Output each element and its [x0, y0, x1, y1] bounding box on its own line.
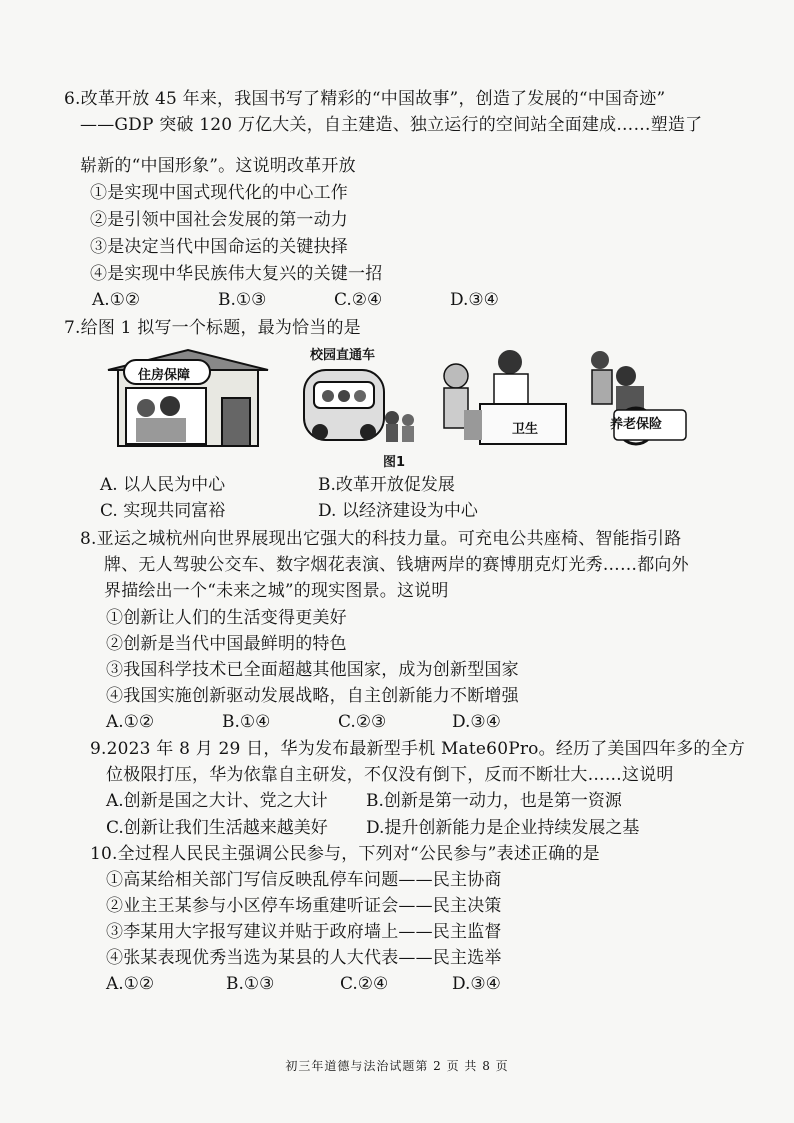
- figure-panel-school-bus: [292, 348, 424, 448]
- q7-option-d: D. 以经济建设为中心: [318, 501, 478, 521]
- figure-panel-housing: [104, 348, 272, 448]
- q9-option-d: D.提升创新能力是企业持续发展之基: [366, 818, 640, 838]
- q10-option-a: A.①②: [106, 974, 155, 994]
- q10-option-c: C.②④: [340, 974, 389, 994]
- panel-label-school-bus: 校园直通车: [310, 348, 376, 363]
- q8-option-b: B.①④: [222, 712, 271, 732]
- q9-stem-line-1: 9.2023 年 8 月 29 日，华为发布最新型手机 Mate60Pro。经历了美国四年多的全方: [90, 739, 746, 759]
- q10-option-d: D.③④: [452, 974, 501, 994]
- q8-option-a: A.①②: [106, 712, 155, 732]
- school-bus-illustration: [292, 348, 424, 448]
- q6-option-a: A.①②: [92, 290, 141, 310]
- figure-panel-health: [436, 348, 568, 448]
- wheelchair-illustration: [584, 348, 692, 448]
- q7-option-b: B.改革开放促发展: [318, 475, 455, 495]
- q8-item-2: ②创新是当代中国最鲜明的特色: [106, 634, 347, 654]
- q6-option-d: D.③④: [450, 290, 499, 310]
- q7-option-c: C. 实现共同富裕: [100, 501, 226, 521]
- page-footer: 初三年道德与法治试题第 2 页 共 8 页: [285, 1059, 509, 1073]
- figure-panel-pension: [584, 348, 692, 448]
- clinic-illustration: [436, 348, 568, 448]
- house-illustration: [104, 348, 272, 448]
- panel-label-health: 卫生: [512, 422, 539, 437]
- q6-stem-line-2: ——GDP 突破 120 万亿大关，自主建造、独立运行的空间站全面建成……塑造了: [80, 115, 703, 135]
- q8-stem-line-2: 牌、无人驾驶公交车、数字烟花表演、钱塘两岸的赛博朋克灯光秀……都向外: [104, 555, 689, 575]
- q10-item-1: ①高某给相关部门写信反映乱停车问题——民主协商: [106, 870, 502, 890]
- q8-item-3: ③我国科学技术已全面超越其他国家，成为创新型国家: [106, 660, 519, 680]
- q8-item-4: ④我国实施创新驱动发展战略，自主创新能力不断增强: [106, 686, 519, 706]
- q9-option-b: B.创新是第一动力，也是第一资源: [366, 791, 622, 811]
- q10-item-4: ④张某表现优秀当选为某县的人大代表——民主选举: [106, 948, 502, 968]
- q6-item-4: ④是实现中华民族伟大复兴的关键一招: [90, 264, 383, 284]
- q10-item-3: ③李某用大字报写建议并贴于政府墙上——民主监督: [106, 922, 502, 942]
- q10-option-b: B.①③: [226, 974, 275, 994]
- q6-option-c: C.②④: [334, 290, 383, 310]
- q7-stem: 7.给图 1 拟写一个标题，最为恰当的是: [64, 318, 361, 338]
- q7-option-a: A. 以人民为中心: [100, 475, 226, 495]
- q8-option-d: D.③④: [452, 712, 501, 732]
- panel-label-housing: 住房保障: [138, 368, 191, 383]
- q10-stem: 10.全过程人民民主强调公民参与，下列对“公民参与”表述正确的是: [90, 844, 600, 864]
- q8-item-1: ①创新让人们的生活变得更美好: [106, 608, 347, 628]
- q6-stem-line-3: 崭新的“中国形象”。这说明改革开放: [80, 156, 356, 176]
- q8-stem-line-1: 8.亚运之城杭州向世界展现出它强大的科技力量。可充电公共座椅、智能指引路: [80, 529, 682, 549]
- q9-option-a: A.创新是国之大计、党之大计: [106, 791, 328, 811]
- q6-item-1: ①是实现中国式现代化的中心工作: [90, 183, 348, 203]
- q6-stem-line-1: 6.改革开放 45 年来，我国书写了精彩的“中国故事”，创造了发展的“中国奇迹”: [64, 89, 666, 109]
- q6-item-2: ②是引领中国社会发展的第一动力: [90, 210, 348, 230]
- q6-option-b: B.①③: [218, 290, 267, 310]
- q10-item-2: ②业主王某参与小区停车场重建听证会——民主决策: [106, 896, 502, 916]
- q8-option-c: C.②③: [338, 712, 387, 732]
- q8-stem-line-3: 界描绘出一个“未来之城”的现实图景。这说明: [104, 581, 449, 601]
- q9-option-c: C.创新让我们生活越来越美好: [106, 818, 328, 838]
- q9-stem-line-2: 位极限打压，华为依靠自主研发，不仅没有倒下，反而不断壮大……这说明: [106, 765, 674, 785]
- panel-label-pension: 养老保险: [610, 417, 663, 432]
- q6-item-3: ③是决定当代中国命运的关键抉择: [90, 237, 348, 257]
- figure-caption: 图1: [383, 455, 406, 470]
